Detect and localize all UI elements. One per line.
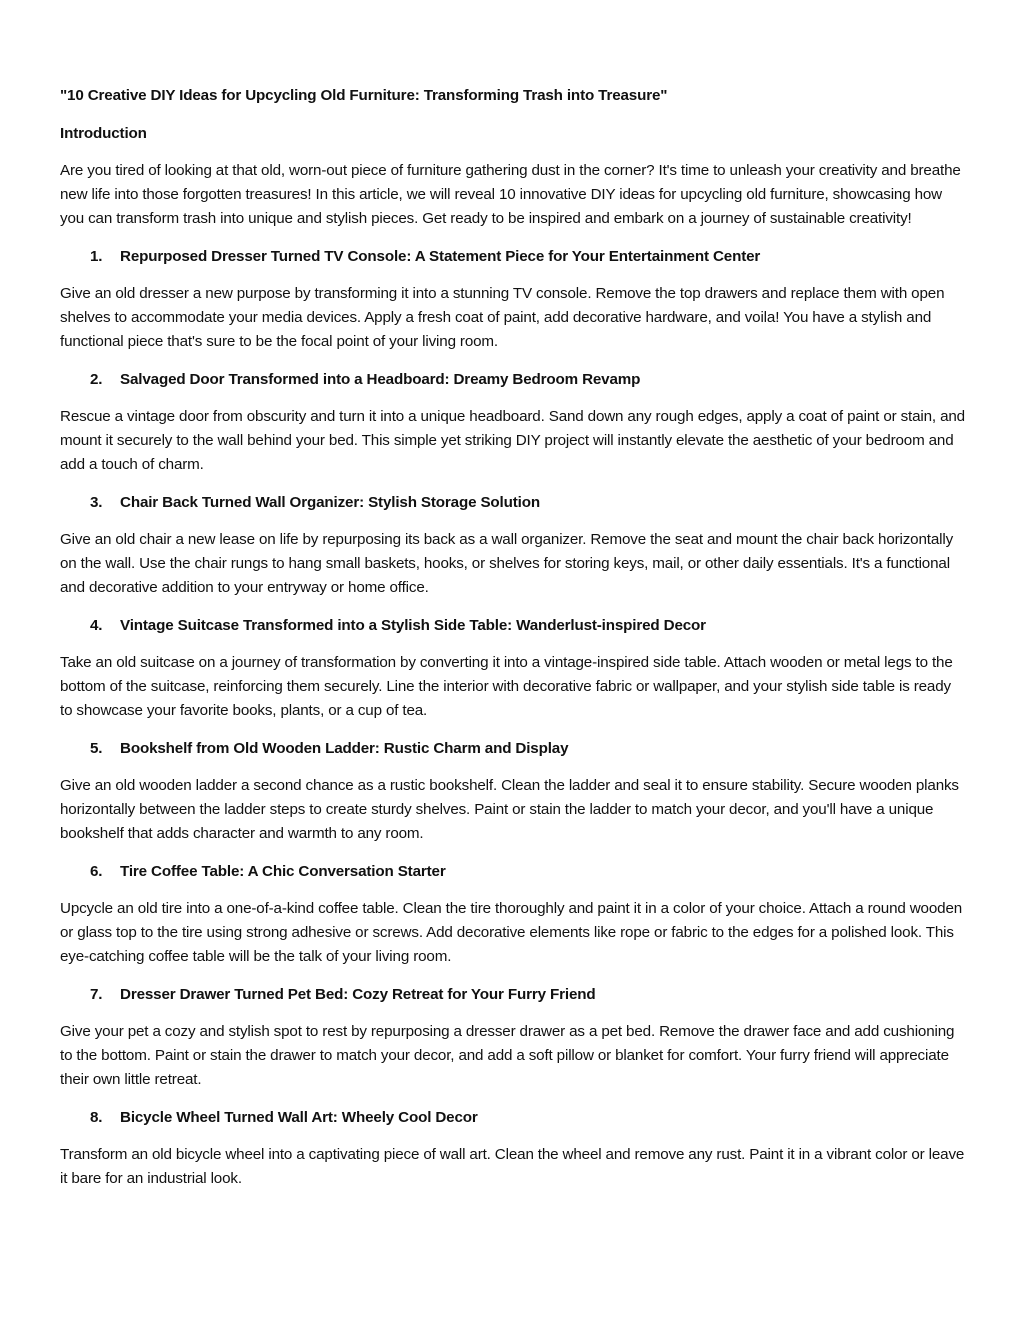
idea-paragraph: Upcycle an old tire into a one-of-a-kind coffee table. Clean the tire thoroughly and paint it in a color of your choice. Attach a round wooden or glass top to the tire using strong adhesive or screws. Add decorative elements like rope or fabric to the edges for a polished look. This eye-catching coffee table will be the talk of your living room. bbox=[60, 900, 963, 965]
idea-title: Chair Back Turned Wall Organizer: Stylish Storage Solution bbox=[120, 493, 540, 511]
document-title: "10 Creative DIY Ideas for Upcycling Old Furniture: Transforming Trash into Treasure" bbox=[60, 87, 668, 104]
idea-heading bbox=[60, 737, 965, 761]
idea-number: 8. bbox=[90, 1108, 103, 1126]
idea-number: 7. bbox=[90, 985, 103, 1003]
idea-paragraph: Give an old dresser a new purpose by transforming it into a stunning TV console. Remove the top drawers and replace them with open shelves to accommodate your media devices. Apply a fresh coat of paint, add decorative hardware, and voila! You have a stylish and functional piece that's sure to be the focal point of your living room. bbox=[60, 285, 945, 350]
idea-title: Tire Coffee Table: A Chic Conversation Starter bbox=[120, 862, 446, 880]
idea-number: 1. bbox=[90, 247, 103, 265]
idea-title: Bicycle Wheel Turned Wall Art: Wheely Cool Decor bbox=[120, 1108, 478, 1126]
idea-heading bbox=[60, 1106, 965, 1130]
idea-paragraph: Rescue a vintage door from obscurity and turn it into a unique headboard. Sand down any rough edges, apply a coat of paint or stain, and mount it securely to the wall behind your bed. This simple yet striking DIY project will instantly elevate the aesthetic of your bedroom and add a touch of charm. bbox=[60, 408, 965, 473]
idea-paragraph: Transform an old bicycle wheel into a captivating piece of wall art. Clean the wheel and remove any rust. Paint it in a vibrant color or leave it bare for an industrial look. bbox=[60, 1146, 965, 1187]
idea-heading bbox=[60, 245, 965, 269]
idea-title: Vintage Suitcase Transformed into a Stylish Side Table: Wanderlust-inspired Decor bbox=[120, 616, 706, 634]
idea-paragraph: Give an old chair a new lease on life by repurposing its back as a wall organizer. Remove the seat and mount the chair back horizontally on the wall. Use the chair rungs to hang small baskets, hooks, or shelves for storing keys, mail, or other daily essentials. It's a functional and decorative addition to your entryway or home office. bbox=[60, 531, 954, 596]
idea-number: 5. bbox=[90, 739, 103, 757]
idea-title: Dresser Drawer Turned Pet Bed: Cozy Retreat for Your Furry Friend bbox=[120, 985, 596, 1003]
idea-heading bbox=[60, 491, 965, 515]
intro-heading: Introduction bbox=[60, 124, 147, 142]
idea-title: Repurposed Dresser Turned TV Console: A Statement Piece for Your Entertainment Center bbox=[120, 247, 761, 265]
idea-heading bbox=[60, 860, 965, 884]
idea-heading bbox=[60, 614, 965, 638]
idea-number: 2. bbox=[90, 370, 103, 388]
idea-paragraph: Take an old suitcase on a journey of transformation by converting it into a vintage-inspired side table. Attach wooden or metal legs to the bottom of the suitcase, reinforcing them securely. Line the interior with decorative fabric or wallpaper, and your stylish side table is ready to showcase your favorite books, plants, or a cup of tea. bbox=[60, 654, 953, 719]
idea-title: Salvaged Door Transformed into a Headboard: Dreamy Bedroom Revamp bbox=[120, 370, 641, 388]
idea-heading bbox=[60, 368, 965, 392]
idea-list bbox=[60, 245, 965, 1192]
idea-paragraph: Give your pet a cozy and stylish spot to rest by repurposing a dresser drawer as a pet bed. Remove the drawer face and add cushioning to the bottom. Paint or stain the drawer to match your decor, and add a soft pillow or blanket for comfort. Your furry friend will appreciate their own little retreat. bbox=[60, 1023, 955, 1088]
intro-paragraph: Are you tired of looking at that old, worn-out piece of furniture gathering dust in the corner? It's time to unleash your creativity and breathe new life into those forgotten treasures! In this article, we will reveal 10 innovative DIY ideas for upcycling old furniture, showcasing how you can transform trash into unique and stylish pieces. Get ready to be inspired and embark on a journey of sustainable creativity! bbox=[60, 162, 961, 227]
idea-number: 3. bbox=[90, 493, 103, 511]
idea-number: 4. bbox=[90, 616, 103, 634]
idea-paragraph: Give an old wooden ladder a second chance as a rustic bookshelf. Clean the ladder and seal it to ensure stability. Secure wooden planks horizontally between the ladder steps to create sturdy shelves. Paint or stain the ladder to match your decor, and you'll have a unique bookshelf that adds character and warmth to any room. bbox=[60, 777, 959, 842]
idea-number: 6. bbox=[90, 862, 103, 880]
idea-title: Bookshelf from Old Wooden Ladder: Rustic Charm and Display bbox=[120, 739, 569, 757]
idea-heading bbox=[60, 983, 965, 1007]
